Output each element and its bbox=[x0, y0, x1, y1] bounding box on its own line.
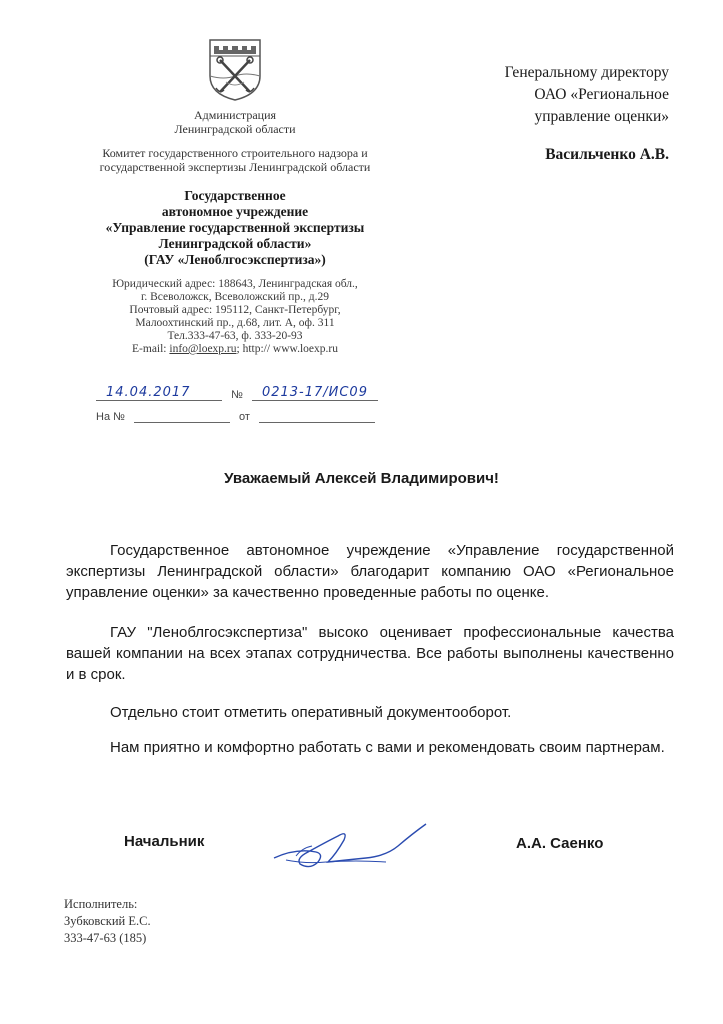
number-label: № bbox=[231, 389, 243, 401]
executor-name: Зубковский Е.С. bbox=[64, 914, 151, 928]
org-line-2: автономное учреждение bbox=[161, 204, 309, 219]
org-line-3: «Управление государственной экспертизы bbox=[105, 220, 365, 235]
handwritten-signature bbox=[266, 818, 436, 878]
number-field bbox=[252, 386, 378, 401]
reference-date-field bbox=[259, 408, 375, 423]
contacts-line bbox=[70, 343, 400, 356]
addressee-name: Васильченко А.В. bbox=[545, 146, 669, 163]
registration-row-outgoing bbox=[96, 386, 378, 401]
executor-block bbox=[64, 896, 151, 947]
committee-line-2: государственной экспертизы Ленинградской области bbox=[99, 160, 371, 174]
website: ; http:// www.loexp.ru bbox=[236, 343, 338, 355]
signatory-title: Начальник bbox=[124, 833, 205, 850]
email-label: E-mail: bbox=[132, 343, 170, 355]
executor-label: Исполнитель: bbox=[64, 897, 138, 911]
org-line-1: Государственное bbox=[184, 188, 286, 203]
org-line-5: (ГАУ «Леноблгосэкспертиза») bbox=[144, 252, 326, 267]
reference-from-label: от bbox=[239, 411, 250, 423]
paragraph-3 bbox=[66, 702, 674, 723]
reference-number-field bbox=[134, 408, 230, 423]
paragraph-4 bbox=[66, 737, 674, 758]
committee-line-1: Комитет государственного строительного надзора и bbox=[102, 146, 368, 160]
legal-address-1: Юридический адрес: 188643, Ленинградская обл., bbox=[112, 278, 358, 290]
executor-phone: 333-47-63 (185) bbox=[64, 931, 147, 945]
phone-fax: Тел.333-47-63, ф. 333-20-93 bbox=[167, 330, 303, 342]
admin-line-2: Ленинградской области bbox=[174, 122, 296, 136]
email-link[interactable]: info@loexp.ru bbox=[169, 343, 237, 355]
signatory-name: А.А. Саенко bbox=[516, 835, 604, 852]
org-line-4: Ленинградской области» bbox=[158, 236, 312, 251]
postal-address-2: Малоохтинский пр., д.68, лит. А, оф. 311 bbox=[135, 317, 335, 329]
paragraph-1-text: Государственное автономное учреждение «Управление государственной экспертизы Ленинградской области» благодарит компанию ОАО «Региональное управление оценки» за качественно проведенные работы по оценке. bbox=[66, 542, 674, 601]
handwritten-date: 14.04.2017 bbox=[106, 385, 191, 400]
addressee-line-1: Генеральному директору bbox=[504, 64, 669, 81]
addressee-line-3: управление оценки» bbox=[534, 108, 669, 125]
addressee-line-2: ОАО «Региональное bbox=[534, 86, 669, 103]
registration-row-reference bbox=[96, 408, 375, 423]
greeting: Уважаемый Алексей Владимирович! bbox=[224, 470, 499, 487]
legal-address-2: г. Всеволожск, Всеволожский пр., д.29 bbox=[140, 291, 330, 303]
coat-of-arms-icon bbox=[206, 36, 264, 102]
reference-label: На № bbox=[96, 411, 125, 423]
addressee bbox=[505, 62, 669, 166]
paragraph-2-text: ГАУ "Леноблгосэкспертиза" высоко оценивает профессиональные качества вашей компании на всех этапах сотрудничества. Все работы выполнены качественно и в срок. bbox=[66, 624, 674, 683]
admin-line-1: Администрация bbox=[193, 108, 277, 122]
date-field bbox=[96, 386, 222, 401]
paragraph-3-text: Отдельно стоит отметить оперативный документооборот. bbox=[110, 704, 512, 721]
handwritten-number: 0213-17/ИС09 bbox=[261, 385, 368, 400]
paragraph-4-text: Нам приятно и комфортно работать с вами и рекомендовать своим партнерам. bbox=[110, 739, 665, 756]
paragraph-1 bbox=[66, 540, 674, 603]
postal-address-1: Почтовый адрес: 195112, Санкт-Петербург, bbox=[129, 304, 341, 316]
letterhead bbox=[70, 36, 400, 356]
paragraph-2 bbox=[66, 622, 674, 685]
